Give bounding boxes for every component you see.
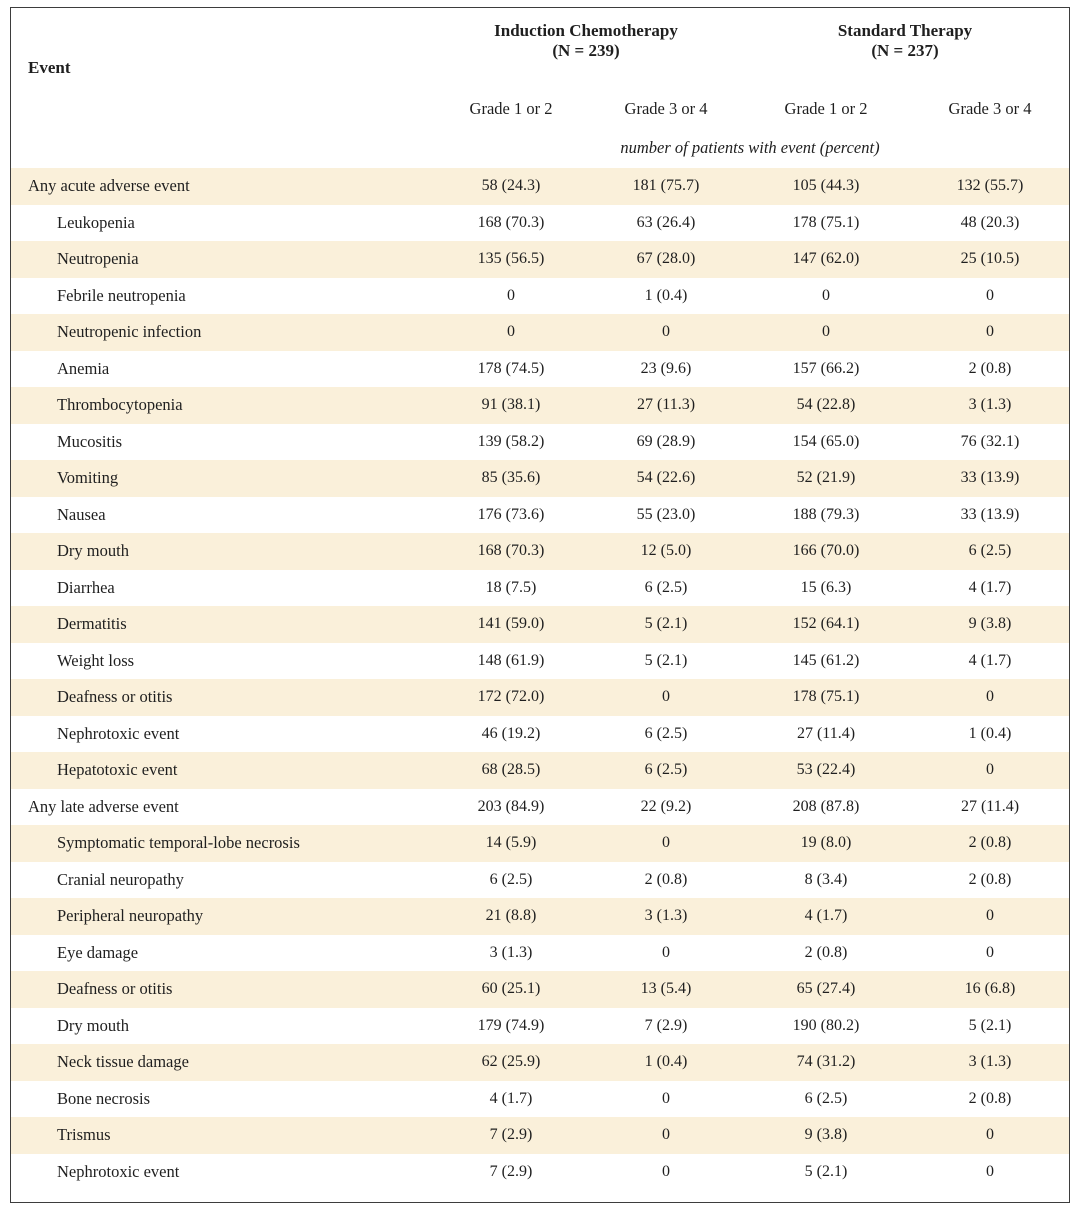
value-st-grade-1-2: 157 (66.2)	[792, 359, 860, 377]
value-ic-grade-3-4: 6 (2.5)	[644, 761, 688, 779]
value-st-grade-1-2: 0	[822, 323, 830, 341]
value-st-grade-1-2: 5 (2.1)	[804, 1162, 848, 1180]
value-ic-grade-1-2: 68 (28.5)	[481, 761, 541, 779]
value-ic-grade-1-2: 91 (38.1)	[481, 396, 541, 414]
grade-header-ic-3-4: Grade 3 or 4	[624, 99, 708, 118]
value-ic-grade-3-4: 0	[662, 1162, 670, 1180]
event-label: Eye damage	[57, 942, 139, 962]
value-ic-grade-3-4: 0	[662, 943, 670, 961]
value-ic-grade-3-4: 23 (9.6)	[640, 359, 692, 377]
value-st-grade-3-4: 1 (0.4)	[968, 724, 1012, 742]
adverse-events-table	[10, 7, 1070, 1203]
value-st-grade-1-2: 8 (3.4)	[804, 870, 848, 888]
value-st-grade-1-2: 4 (1.7)	[804, 907, 848, 925]
table-row	[11, 643, 1069, 680]
table-row	[11, 1154, 1069, 1191]
value-st-grade-3-4: 76 (32.1)	[960, 432, 1020, 450]
table-rows	[11, 168, 1069, 1190]
table-row	[11, 314, 1069, 351]
value-ic-grade-1-2: 21 (8.8)	[485, 907, 537, 925]
value-ic-grade-3-4: 0	[662, 323, 670, 341]
table-row	[11, 205, 1069, 242]
group-header-induction-chemotherapy	[431, 8, 741, 90]
value-st-grade-3-4: 132 (55.7)	[956, 177, 1024, 195]
value-ic-grade-1-2: 148 (61.9)	[477, 651, 545, 669]
table-row	[11, 1008, 1069, 1045]
value-st-grade-1-2: 54 (22.8)	[796, 396, 856, 414]
event-label: Dermatitis	[57, 614, 127, 634]
table-row	[11, 971, 1069, 1008]
value-st-grade-1-2: 208 (87.8)	[792, 797, 860, 815]
value-ic-grade-3-4: 0	[662, 1126, 670, 1144]
value-ic-grade-3-4: 7 (2.9)	[644, 1016, 688, 1034]
value-ic-grade-3-4: 5 (2.1)	[644, 651, 688, 669]
table-row	[11, 241, 1069, 278]
value-st-grade-1-2: 152 (64.1)	[792, 615, 860, 633]
value-st-grade-1-2: 9 (3.8)	[804, 1126, 848, 1144]
event-label: Deafness or otitis	[57, 687, 173, 707]
value-st-grade-3-4: 2 (0.8)	[968, 1089, 1012, 1107]
event-label: Deafness or otitis	[57, 979, 173, 999]
event-label: Febrile neutropenia	[57, 285, 186, 305]
table-row	[11, 935, 1069, 972]
event-label: Neck tissue damage	[57, 1052, 189, 1072]
value-ic-grade-3-4: 5 (2.1)	[644, 615, 688, 633]
event-label: Dry mouth	[57, 541, 129, 561]
value-st-grade-1-2: 147 (62.0)	[792, 250, 860, 268]
event-label: Nephrotoxic event	[57, 723, 180, 743]
value-st-grade-3-4: 2 (0.8)	[968, 870, 1012, 888]
event-label: Leukopenia	[57, 212, 135, 232]
value-st-grade-1-2: 15 (6.3)	[800, 578, 852, 596]
table-row	[11, 570, 1069, 607]
event-label: Any late adverse event	[28, 796, 179, 816]
group-title: Standard Therapy	[837, 21, 973, 40]
value-st-grade-3-4: 48 (20.3)	[960, 213, 1020, 231]
value-ic-grade-3-4: 67 (28.0)	[636, 250, 696, 268]
value-st-grade-3-4: 33 (13.9)	[960, 469, 1020, 487]
table-row	[11, 351, 1069, 388]
value-ic-grade-1-2: 60 (25.1)	[481, 980, 541, 998]
table-row	[11, 460, 1069, 497]
table-row	[11, 606, 1069, 643]
value-ic-grade-1-2: 135 (56.5)	[477, 250, 545, 268]
value-ic-grade-3-4: 6 (2.5)	[644, 578, 688, 596]
value-st-grade-1-2: 105 (44.3)	[792, 177, 860, 195]
value-ic-grade-1-2: 6 (2.5)	[489, 870, 533, 888]
value-st-grade-3-4: 5 (2.1)	[968, 1016, 1012, 1034]
value-ic-grade-3-4: 63 (26.4)	[636, 213, 696, 231]
value-st-grade-3-4: 16 (6.8)	[964, 980, 1016, 998]
value-st-grade-3-4: 25 (10.5)	[960, 250, 1020, 268]
event-label: Anemia	[57, 358, 110, 378]
table-row	[11, 533, 1069, 570]
table-row	[11, 424, 1069, 461]
table-row	[11, 789, 1069, 826]
table-row	[11, 752, 1069, 789]
table-row	[11, 278, 1069, 315]
value-ic-grade-1-2: 139 (58.2)	[477, 432, 545, 450]
event-label: Thrombocytopenia	[57, 395, 183, 415]
value-st-grade-1-2: 6 (2.5)	[804, 1089, 848, 1107]
event-label: Nephrotoxic event	[57, 1161, 180, 1181]
value-ic-grade-1-2: 141 (59.0)	[477, 615, 545, 633]
value-ic-grade-1-2: 179 (74.9)	[477, 1016, 545, 1034]
event-label: Trismus	[57, 1125, 111, 1145]
value-st-grade-3-4: 0	[986, 1126, 994, 1144]
value-st-grade-3-4: 0	[986, 907, 994, 925]
value-ic-grade-3-4: 3 (1.3)	[644, 907, 688, 925]
value-st-grade-3-4: 9 (3.8)	[968, 615, 1012, 633]
value-st-grade-1-2: 178 (75.1)	[792, 688, 860, 706]
value-ic-grade-3-4: 55 (23.0)	[636, 505, 696, 523]
units-note: number of patients with event (percent)	[620, 138, 880, 157]
value-st-grade-1-2: 2 (0.8)	[804, 943, 848, 961]
value-ic-grade-1-2: 0	[507, 323, 515, 341]
table-row	[11, 1044, 1069, 1081]
value-ic-grade-1-2: 168 (70.3)	[477, 542, 545, 560]
table-row	[11, 898, 1069, 935]
value-st-grade-3-4: 0	[986, 323, 994, 341]
value-ic-grade-1-2: 85 (35.6)	[481, 469, 541, 487]
value-st-grade-3-4: 0	[986, 688, 994, 706]
event-label: Any acute adverse event	[28, 176, 190, 196]
value-st-grade-3-4: 2 (0.8)	[968, 834, 1012, 852]
value-ic-grade-1-2: 4 (1.7)	[489, 1089, 533, 1107]
value-ic-grade-1-2: 62 (25.9)	[481, 1053, 541, 1071]
value-ic-grade-1-2: 0	[507, 286, 515, 304]
table-row	[11, 168, 1069, 205]
event-label: Nausea	[57, 504, 106, 524]
event-label: Diarrhea	[57, 577, 115, 597]
value-ic-grade-3-4: 1 (0.4)	[644, 1053, 688, 1071]
grade-header-ic-1-2: Grade 1 or 2	[469, 99, 553, 118]
value-st-grade-1-2: 27 (11.4)	[796, 724, 856, 742]
table-units-row	[11, 128, 1069, 168]
value-ic-grade-1-2: 172 (72.0)	[477, 688, 545, 706]
value-st-grade-3-4: 4 (1.7)	[968, 651, 1012, 669]
value-ic-grade-3-4: 0	[662, 688, 670, 706]
value-st-grade-3-4: 0	[986, 761, 994, 779]
event-label: Symptomatic temporal-lobe necrosis	[57, 833, 300, 853]
event-label: Bone necrosis	[57, 1088, 151, 1108]
value-st-grade-3-4: 27 (11.4)	[960, 797, 1020, 815]
value-st-grade-1-2: 154 (65.0)	[792, 432, 860, 450]
table-row	[11, 679, 1069, 716]
value-st-grade-1-2: 52 (21.9)	[796, 469, 856, 487]
event-label: Mucositis	[57, 431, 123, 451]
event-label: Dry mouth	[57, 1015, 129, 1035]
table-header-groups	[11, 8, 1069, 90]
event-label: Peripheral neuropathy	[57, 906, 204, 926]
group-n: (N = 239)	[552, 40, 620, 60]
value-st-grade-1-2: 190 (80.2)	[792, 1016, 860, 1034]
value-st-grade-1-2: 53 (22.4)	[796, 761, 856, 779]
table-row	[11, 497, 1069, 534]
value-ic-grade-1-2: 7 (2.9)	[489, 1162, 533, 1180]
value-st-grade-1-2: 65 (27.4)	[796, 980, 856, 998]
value-ic-grade-3-4: 0	[662, 834, 670, 852]
value-ic-grade-1-2: 14 (5.9)	[485, 834, 537, 852]
value-st-grade-3-4: 0	[986, 1162, 994, 1180]
table-row	[11, 825, 1069, 862]
grade-header-st-1-2: Grade 1 or 2	[784, 99, 868, 118]
value-ic-grade-1-2: 168 (70.3)	[477, 213, 545, 231]
table-header-grades	[11, 90, 1069, 128]
event-label: Vomiting	[57, 468, 119, 488]
value-st-grade-1-2: 0	[822, 286, 830, 304]
value-ic-grade-3-4: 181 (75.7)	[632, 177, 700, 195]
value-ic-grade-3-4: 12 (5.0)	[640, 542, 692, 560]
value-ic-grade-1-2: 18 (7.5)	[485, 578, 537, 596]
value-ic-grade-1-2: 176 (73.6)	[477, 505, 545, 523]
value-ic-grade-1-2: 178 (74.5)	[477, 359, 545, 377]
value-ic-grade-1-2: 203 (84.9)	[477, 797, 545, 815]
value-ic-grade-1-2: 7 (2.9)	[489, 1126, 533, 1144]
value-st-grade-3-4: 0	[986, 943, 994, 961]
value-st-grade-3-4: 0	[986, 286, 994, 304]
value-ic-grade-1-2: 58 (24.3)	[481, 177, 541, 195]
value-ic-grade-3-4: 69 (28.9)	[636, 432, 696, 450]
value-st-grade-1-2: 74 (31.2)	[796, 1053, 856, 1071]
table-row	[11, 387, 1069, 424]
value-ic-grade-3-4: 13 (5.4)	[640, 980, 692, 998]
grade-header-st-3-4: Grade 3 or 4	[948, 99, 1032, 118]
value-st-grade-1-2: 188 (79.3)	[792, 505, 860, 523]
event-label: Hepatotoxic event	[57, 760, 178, 780]
group-n: (N = 237)	[871, 40, 939, 60]
value-ic-grade-3-4: 22 (9.2)	[640, 797, 692, 815]
table-row	[11, 1081, 1069, 1118]
value-st-grade-1-2: 145 (61.2)	[792, 651, 860, 669]
value-st-grade-1-2: 166 (70.0)	[792, 542, 860, 560]
table-row	[11, 862, 1069, 899]
value-ic-grade-3-4: 0	[662, 1089, 670, 1107]
event-label: Cranial neuropathy	[57, 869, 184, 889]
event-label: Weight loss	[57, 650, 135, 670]
table-row	[11, 716, 1069, 753]
value-st-grade-1-2: 19 (8.0)	[800, 834, 852, 852]
value-ic-grade-3-4: 1 (0.4)	[644, 286, 688, 304]
table-row	[11, 1117, 1069, 1154]
value-st-grade-3-4: 2 (0.8)	[968, 359, 1012, 377]
value-st-grade-3-4: 3 (1.3)	[968, 1053, 1012, 1071]
value-ic-grade-3-4: 2 (0.8)	[644, 870, 688, 888]
value-st-grade-3-4: 4 (1.7)	[968, 578, 1012, 596]
event-label: Neutropenia	[57, 249, 139, 269]
value-ic-grade-3-4: 27 (11.3)	[636, 396, 696, 414]
value-st-grade-1-2: 178 (75.1)	[792, 213, 860, 231]
value-ic-grade-1-2: 46 (19.2)	[481, 724, 541, 742]
event-column-header: Event	[28, 58, 71, 77]
value-ic-grade-3-4: 6 (2.5)	[644, 724, 688, 742]
event-label: Neutropenic infection	[57, 322, 202, 342]
group-header-standard-therapy	[741, 8, 1069, 90]
value-ic-grade-1-2: 3 (1.3)	[489, 943, 533, 961]
value-st-grade-3-4: 3 (1.3)	[968, 396, 1012, 414]
group-title: Induction Chemotherapy	[494, 21, 678, 40]
value-st-grade-3-4: 33 (13.9)	[960, 505, 1020, 523]
value-ic-grade-3-4: 54 (22.6)	[636, 469, 696, 487]
value-st-grade-3-4: 6 (2.5)	[968, 542, 1012, 560]
